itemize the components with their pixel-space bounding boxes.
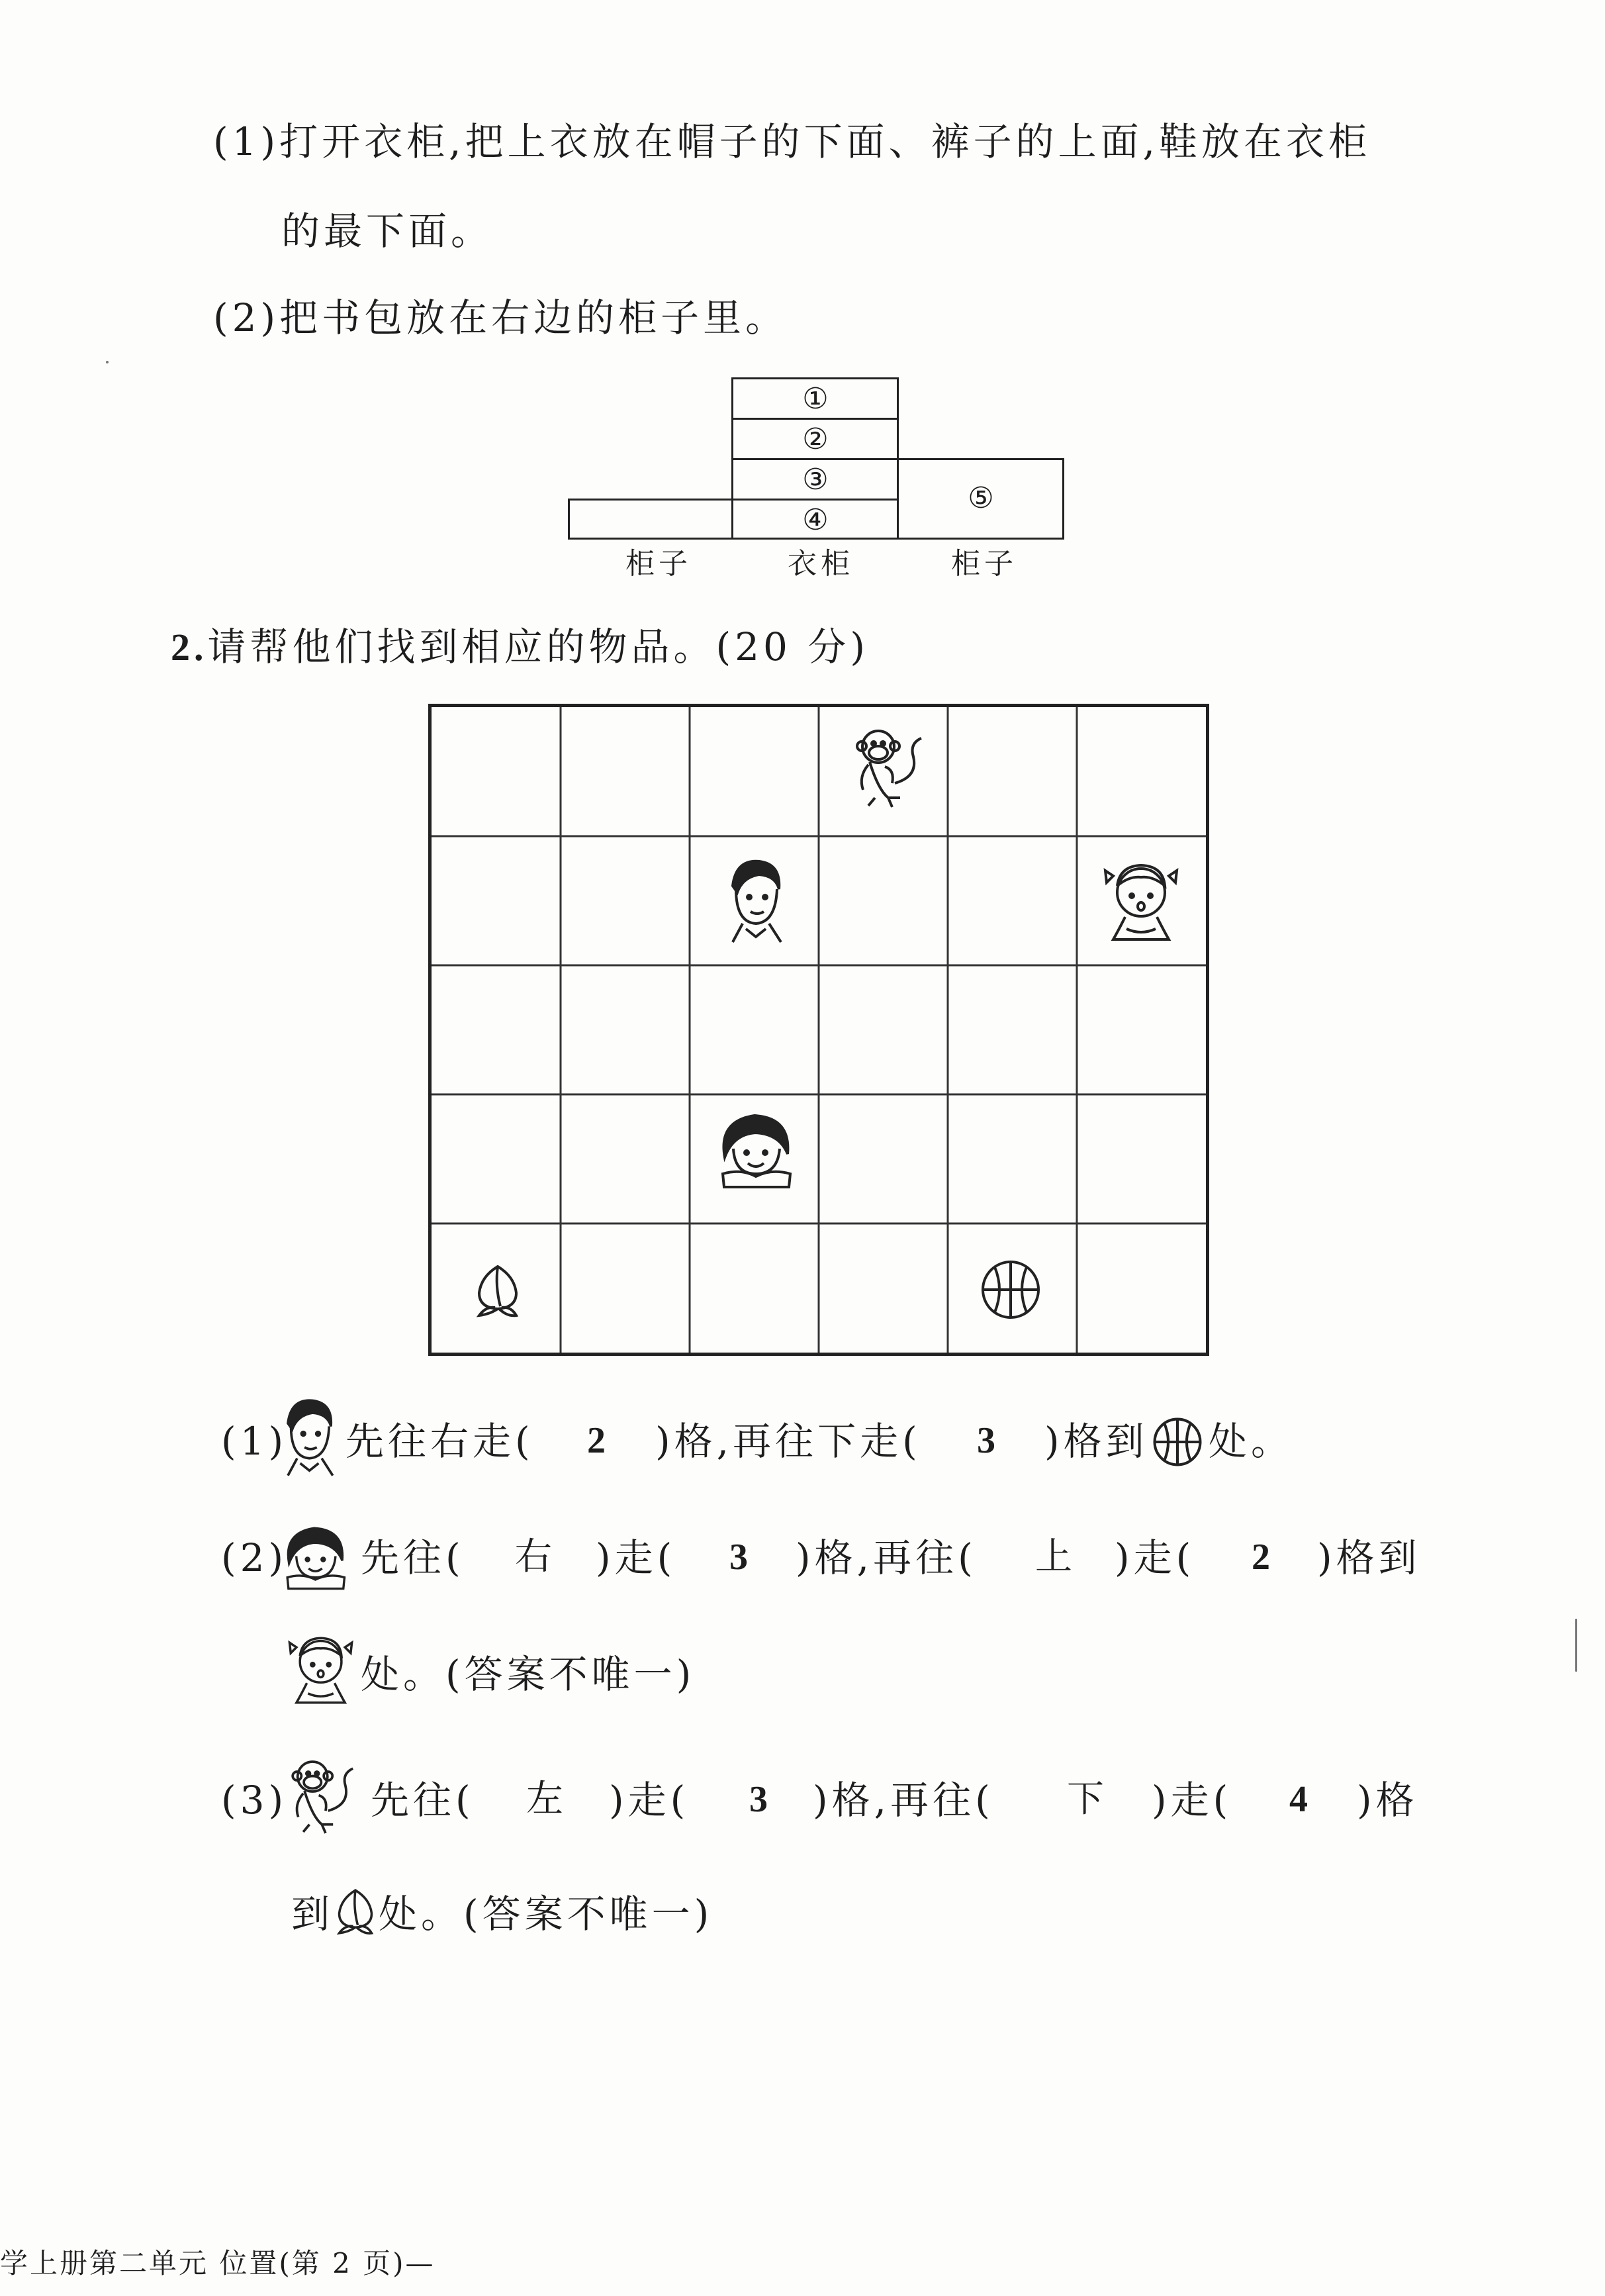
compartment-label-1: ① bbox=[802, 382, 829, 416]
basketball-icon bbox=[978, 1257, 1044, 1323]
q3-text-3: )格,再往( bbox=[813, 1778, 994, 1823]
position-grid bbox=[428, 704, 1209, 1356]
q2-answer-4: 2 bbox=[1252, 1537, 1270, 1578]
q1-text-3: )格到 bbox=[1044, 1419, 1148, 1464]
q2-answer-1: 右 bbox=[515, 1535, 552, 1578]
girl-bows-icon bbox=[285, 1630, 357, 1711]
q2-text-4: )走( bbox=[1115, 1535, 1195, 1580]
q2-text-3: )格,再往( bbox=[796, 1535, 977, 1580]
q3-answer-3: 下 bbox=[1067, 1778, 1104, 1821]
monkey-icon bbox=[285, 1753, 365, 1841]
boy-icon bbox=[723, 856, 789, 949]
scan-speck bbox=[106, 361, 109, 363]
task2-title bbox=[171, 624, 869, 669]
left-cabinet bbox=[568, 499, 733, 540]
scan-speck bbox=[1575, 1619, 1577, 1672]
q3-text-2: )走( bbox=[609, 1778, 690, 1823]
task1-line3: (2)把书包放在右边的柜子里。 bbox=[213, 295, 788, 340]
q2-answer-2: 3 bbox=[729, 1537, 748, 1578]
peach-icon bbox=[332, 1884, 379, 1940]
q3-answer-2: 3 bbox=[749, 1779, 768, 1820]
q3-line2-start: 到 bbox=[291, 1891, 334, 1937]
girl-bows-icon bbox=[1100, 856, 1183, 949]
q1-answer-2: 3 bbox=[977, 1420, 995, 1461]
q2-text-2: )走( bbox=[596, 1535, 676, 1580]
page-footer: 学上册第二单元 位置(第 2 页)— bbox=[0, 2247, 436, 2279]
task2-title-text: 请帮他们找到相应的物品。(20 分) bbox=[207, 624, 869, 669]
basketball-icon bbox=[1150, 1415, 1205, 1469]
girl-icon bbox=[715, 1108, 801, 1194]
girl-icon bbox=[278, 1521, 356, 1594]
q2-answer-3: 上 bbox=[1035, 1535, 1072, 1578]
compartment-label-5: ⑤ bbox=[968, 481, 994, 515]
task1-line2: 的最下面。 bbox=[281, 209, 494, 254]
q3-text-4: )走( bbox=[1152, 1778, 1232, 1823]
q2-line2: 处。(答案不唯一) bbox=[361, 1652, 696, 1697]
q1-number: (1) bbox=[221, 1419, 288, 1464]
q3-answer-1: 左 bbox=[526, 1778, 563, 1821]
q2-text-5: )格到 bbox=[1317, 1535, 1421, 1580]
caption-left-cabinet: 柜子 bbox=[625, 547, 692, 581]
boy-icon bbox=[278, 1396, 341, 1482]
compartment-label-3: ③ bbox=[802, 463, 829, 497]
monkey-icon bbox=[848, 724, 935, 813]
caption-right-cabinet: 柜子 bbox=[951, 547, 1017, 581]
q1-text-2: )格,再往下走( bbox=[655, 1419, 921, 1464]
q1-answer-1: 2 bbox=[587, 1420, 606, 1461]
q3-line2-end: 处。(答案不唯一) bbox=[379, 1891, 713, 1937]
compartment-label-2: ② bbox=[802, 422, 829, 456]
q2-number: (2) bbox=[221, 1535, 288, 1580]
q3-text-1: 先往( bbox=[371, 1778, 475, 1823]
q2-text-1: 先往( bbox=[361, 1535, 465, 1580]
task1-line1: (1)打开衣柜,把上衣放在帽子的下面、裤子的上面,鞋放在衣柜 bbox=[213, 119, 1371, 164]
grid-lines bbox=[432, 707, 1206, 1353]
q3-answer-4: 4 bbox=[1289, 1779, 1308, 1820]
q1-text-4: 处。 bbox=[1209, 1419, 1294, 1464]
caption-wardrobe: 衣柜 bbox=[788, 547, 854, 581]
q3-number: (3) bbox=[221, 1778, 288, 1823]
q1-text-1: 先往右走( bbox=[345, 1419, 534, 1464]
task2-number: 2. bbox=[171, 626, 208, 669]
compartment-label-4: ④ bbox=[802, 503, 829, 537]
peach-icon bbox=[471, 1260, 524, 1323]
q3-text-5: )格 bbox=[1357, 1778, 1418, 1823]
